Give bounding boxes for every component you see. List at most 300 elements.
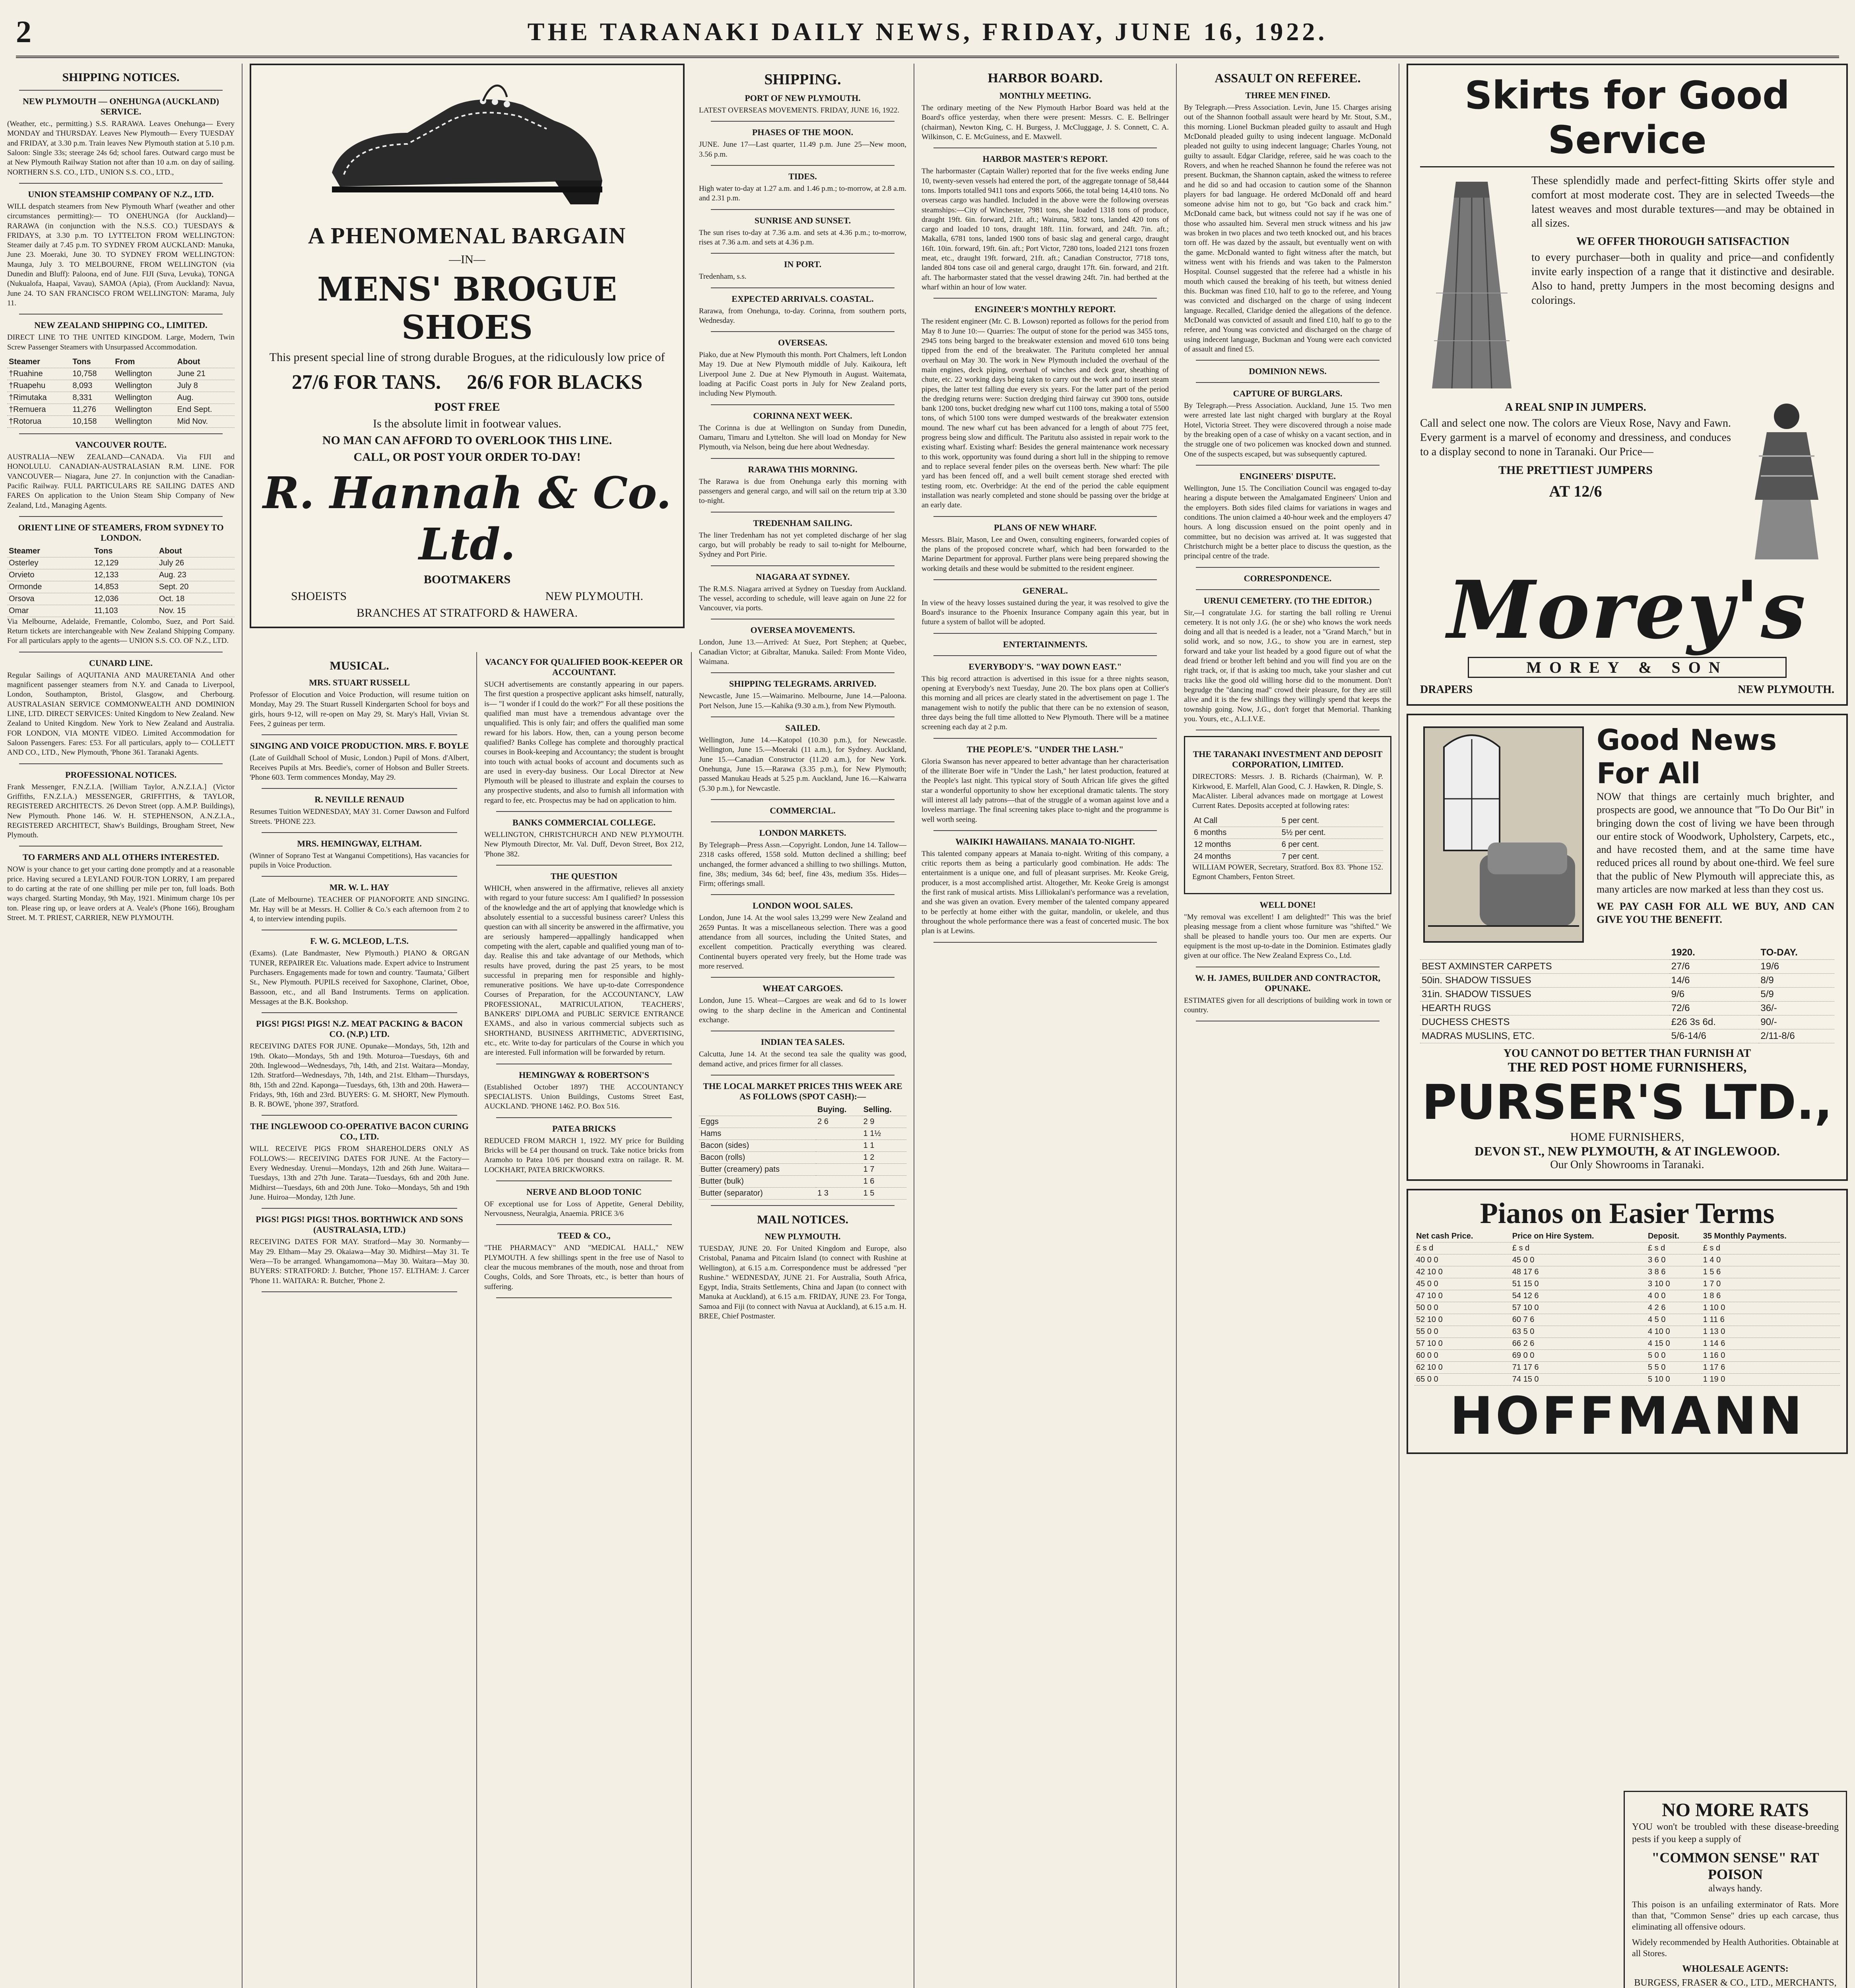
article-block xyxy=(699,723,906,800)
notice-text: NOW is your chance to get your carting done promptly and at a reasonable price. Having secured a LEYLAND FOUR-TON LORRY, I am prepared to do carting at the rate of one shilling per mile per ton, full loads. Both ways charged. Starting Monday, 9th May, 1921. Minimum charge 10s per ton. Please ring up, or leave orders at A. Veale's (Phone 166), Brougham Street. M. T. PRIEST, CARRIER, NEW PLYMOUTH. xyxy=(7,865,235,922)
table-cell: Nov. 15 xyxy=(157,605,235,617)
table-cell: 69 0 0 xyxy=(1511,1350,1646,1362)
rats-handy: always handy. xyxy=(1708,1883,1762,1894)
notice-title: PROFESSIONAL NOTICES. xyxy=(65,769,177,780)
pursers-ad xyxy=(1407,714,1848,1181)
table-cell: 4 5 0 xyxy=(1646,1314,1702,1326)
agents-text: BURGESS, FRASER & CO., LTD., MERCHANTS, xyxy=(1634,1977,1837,1988)
article-title: EXPECTED ARRIVALS. COASTAL. xyxy=(732,293,874,304)
article-text: Newcastle, June 15.—Waimarino. Melbourne, June 14.—Paloona. Port Nelson, June 15.—Kahika (9.30 a.m.), from New Plymouth. xyxy=(699,692,906,710)
table-cell xyxy=(816,1175,862,1187)
notice-block xyxy=(7,96,235,177)
table-cell: At Call xyxy=(1192,815,1280,827)
article-title: NIAGARA AT SYDNEY. xyxy=(755,571,850,582)
table-cell: Wellington xyxy=(113,415,175,427)
hoffmann-brand: HOFFMANN xyxy=(1449,1386,1805,1446)
piano-terms-table xyxy=(1415,1231,1840,1386)
article-text: Wellington, June 14.—Katopol (10.30 p.m.), for Newcastle. Wellington, June 15.—Moeraki (11 a.m.), for Sydney. Auckland, June 15.—Canadian Constructor (11.20 a.m.), for New York. Onehunga, June 15.—Rarawa (3.35 p.m.), for New Plymouth; passed Manukau Heads at 5.25 p.m. Auckland, June 16.—Kaiwarra (5.30 p.m.), for Newcastle. xyxy=(699,736,906,793)
article-text: Gloria Swanson has never appeared to better advantage than her characterisation of the illiterate Boer wife in "Under the Lash," her latest production, featured at the People's last night. This typical story of South African life gives the gifted star a wonderful opportunity to show her exceptional dramatic talents. The story will interest all lady patrons—that of the struggle of a woman against love and a loveless marriage. The final screening takes place to-night and the programme is well worth seeing. xyxy=(922,757,1169,824)
column-news xyxy=(1177,64,1399,1988)
furnishing-prices-table xyxy=(1420,946,1834,1043)
table-cell: 12,129 xyxy=(93,557,157,569)
ad-line: Is the absolute limit in footwear values. xyxy=(373,417,562,430)
table-cell: 74 15 0 xyxy=(1511,1374,1646,1386)
table-cell: 3 6 0 xyxy=(1646,1254,1702,1266)
table-row xyxy=(1192,815,1383,827)
article-title: VACANCY FOR QUALIFIED BOOK-KEEPER OR ACCOUNTANT. xyxy=(485,657,683,677)
table-row xyxy=(1415,1278,1840,1290)
notice-title: NEW ZEALAND SHIPPING CO., LIMITED. xyxy=(34,320,208,330)
notice-text: AUSTRALIA—NEW ZEALAND—CANADA. Via FIJI and HONOLULU. CANADIAN-AUSTRALASIAN R.M. LINE. FOR VANCOUVER— Niagara, June 27. In conjunction with the Canadian-Pacific Railway. FULL PARTICULARS RE SAILING DATES AND FARES On application to the Union Steam Ship Company of New Zealand, Ltd., Managing Agents. xyxy=(7,452,235,510)
page-number: 2 xyxy=(16,14,31,49)
article-title: ENGINEER'S MONTHLY REPORT. xyxy=(974,304,1116,315)
article-text: This big record attraction is advertised in this issue for a three nights season, opening at Everybody's next Tuesday, June 20. The box plans open at Collier's this morning and all prices are clearly stated in the advertisement on page 1. The management wish to notify the public that there can be no extension of season, three days being the full time allotted to New Plymouth. There will be a matinee screening each day at 2 p.m. xyxy=(922,674,1169,732)
article-title: SAILED. xyxy=(785,723,820,733)
article-block xyxy=(699,901,906,978)
article-block xyxy=(250,741,469,789)
article-text: JUNE. June 17—Last quarter, 11.49 p.m. June 25—New moon, 3.56 p.m. xyxy=(699,140,906,159)
brogue-shoe-ad xyxy=(250,64,685,628)
pianos-ad xyxy=(1407,1189,1848,1454)
newspaper-title: THE TARANAKI DAILY NEWS, FRIDAY, JUNE 16, 1922. xyxy=(527,17,1328,46)
table-cell: 8,093 xyxy=(71,380,113,392)
moreys-logo: Morey's xyxy=(1447,563,1807,657)
article-text: Professor of Elocution and Voice Production, will resume tuition on Monday, May 29. The Stuart Russell Kindergarten School for boys and girls, hours 9-12, will re-open on May 29, St. Mary's Hall, Vivian St. Fees, 2 guineas per term. xyxy=(250,691,469,728)
article-title: THREE MEN FINED. xyxy=(1245,90,1330,100)
rats-heading: NO MORE RATS xyxy=(1662,1800,1809,1821)
article-text: The resident engineer (Mr. C. B. Lowson) reported as follows for the period from May 8 to June 10:— Quarries: The output of stone for the period was 3455 tons, 2945 tons being barged to the breakwater extension and moved 610 tons being tipped from the end of the breakwater. The Paritutu completed her annual overhaul on May 30. The work in New Plymouth included the overhaul of the main engines, deck piping, overhaul of winches and deck gear, sheathing of chute, etc. 22 working days being taken to carry out the work and to insert steam pipes, the latter test falling due every six years. For the latter part of the period the dredging returns were: Suction dredging third fairway cut 3900 tons, outside bank 1200 tons, bucket dredging new wharf cut 1100 tons, making a total of 5500 tons, of which 5100 tons were dumped westwards of the breakwater extension mound. The new wharf cut has been advanced for a length of about 775 feet, progress being slow and difficult. The Paritutu also assisted in repair work to the existing wharf. Existing wharf: Besides the general maintenance work necessary to this work, opportunity was found during a short lull in the shipping to remove and to replace several fender piles on the overseas berth. New wharf: The pile yard has been fenced off, and a well built cement storage shed erected with testing room, etc. Overbridge: At the end of the period the cable equipment installation was nearly completed and stone should be passing over the bridge at an early date. xyxy=(922,317,1169,510)
produce-caption: THE LOCAL MARKET PRICES THIS WEEK ARE AS FOLLOWS (SPOT CASH):— xyxy=(703,1081,902,1101)
table-cell xyxy=(816,1151,862,1163)
article-block xyxy=(484,817,684,866)
article-title: ENGINEERS' DISPUTE. xyxy=(1239,471,1336,481)
article-text: By Telegraph—Press Assn.—Copyright. London, June 14. Tallow—2318 casks offered, 1558 sold. Mutton declined a shilling; beef unchanged, the former advanced a shilling to two shillings. Mutton, fine, 38s; medium, 34s 6d; beef, fine 43s, medium 35s. Hides—Firm; offerings small. xyxy=(699,841,906,888)
table-cell: 40 0 0 xyxy=(1415,1254,1511,1266)
branches: BRANCHES AT STRATFORD & HAWERA. xyxy=(356,606,578,619)
ad-description: This present special line of strong durable Brogues, at the ridiculously low price of xyxy=(269,351,665,364)
notice-text: Regular Sailings of AQUITANIA AND MAURETANIA And other magnificent passenger steamers from N.Y. and Canada to Liverpool, London, Southampton, Bristol, Glasgow, and Cherbourg. AUSTRALASIAN SERVICE COMMONWEALTH AND DOMINION LINE, LTD. DIRECT SERVICES: United Kingdom to New Zealand. New Zealand to United Kingdom. New York to New Zealand and Australia. FOR LONDON, VIA MONTE VIDEO. Limited Accommodation for Saloon Passengers. Fares: £53. For all particulars, apply to— COLLETT AND CO., LTD., New Plymouth, 'Phone 361. Taranaki Agents. xyxy=(7,671,235,757)
notice-title: CUNARD LINE. xyxy=(89,658,153,668)
table-header: Selling. xyxy=(862,1104,906,1116)
notice-title: TO FARMERS AND ALL OTHERS INTERESTED. xyxy=(22,852,219,862)
column-shipping xyxy=(692,64,914,1988)
table-cell: 42 10 0 xyxy=(1415,1266,1511,1278)
article-block xyxy=(484,1187,684,1225)
table-cell: Ormonde xyxy=(7,581,93,593)
article-title: MRS. HEMINGWAY, ELTHAM. xyxy=(297,838,422,848)
article-text: Rarawa, from Onehunga, to-day. Corinna, from southern ports, Wednesday. xyxy=(699,307,906,325)
article-block xyxy=(1184,388,1391,466)
article-title: THE PEOPLE'S. "UNDER THE LASH." xyxy=(966,744,1124,754)
article-block xyxy=(484,657,684,812)
article-title: WELL DONE! xyxy=(1259,900,1316,910)
investment-secretary: WILLIAM POWER, Secretary, Stratford. Box 83. 'Phone 152. Egmont Chambers, Fenton Street. xyxy=(1192,863,1383,881)
table-cell: 9/6 xyxy=(1670,988,1759,1002)
table-row xyxy=(1192,827,1383,839)
table-cell: 1 17 6 xyxy=(1702,1362,1840,1374)
produce-prices-table xyxy=(699,1104,906,1200)
article-title: RARAWA THIS MORNING. xyxy=(748,464,858,474)
table-cell: July 8 xyxy=(176,380,235,392)
jumper-price: AT 12/6 xyxy=(1549,482,1602,501)
ad-prices xyxy=(259,371,675,394)
table-cell: 11,276 xyxy=(71,404,113,415)
table-row xyxy=(1420,988,1834,1002)
rat-poison-product: "COMMON SENSE" RAT POISON xyxy=(1651,1850,1819,1883)
table-cell: 5 0 0 xyxy=(1646,1350,1702,1362)
moreys-town: NEW PLYMOUTH. xyxy=(1738,683,1834,696)
article-text: Messrs. Blair, Mason, Lee and Owen, consulting engineers, forwarded copies of the plans of the proposed concrete wharf, which had been forwarded to the Marine Department for approval. Further plans were being prepared showing the working details and these would be submitted to the resident engineer. xyxy=(922,535,1169,573)
article-title: MRS. STUART RUSSELL xyxy=(309,678,410,687)
article-text: Calcutta, June 14. At the second tea sale the quality was good, demand active, and prices firmer for all classes. xyxy=(699,1050,906,1068)
notice-block xyxy=(7,522,235,646)
nzsco-sailings-table xyxy=(7,356,235,428)
table-cell: 12 months xyxy=(1192,839,1280,850)
article-text: By Telegraph.—Press Association. Levin, June 15. Charges arising out of the Shannon football assault were heard by Mr. Stout, S.M., this morning. Lionel Buckman pleaded guilty to assault and Hugh McDonald pleaded guilty to using indecent language. McDonald pleaded not guilty to using indecent language; Charles Young, not guilty to assault. Edgar Claridge, referee, said he was coach to the Rovers, and when he reached Shannon he found the referee was not present. Buckman, the Shannon captain, asked the witness to referee and he did so and had occasion to caution some of the Shannon players for bad language. He ordered McDonald off and heard someone advise him not to go, but "Go back and crack him." McDonald came back, but witness could not say if he was one of those who assaulted him. Several men struck witness and his jaw was broken in two places and two teeth knocked out, and his braces torn off. He was dazed by the assault, but eventually went on with the game. McDonald wanted to fight witness after the match, but witness went with his friends and was taken to the Palmerston Hospital. Counsel suggested that the referee had a whistle in his mouth which caused the breaking of his teeth, but witness denied this. Buckman was fined £10, half to go to the referee, and Young was convicted and discharged on the charge of using indecent language. Recalled, Claridge denied the allegations of the defence. McDonald was convicted of assault and fined £10, half to go to the referee, and Young was convicted and discharged on the charge of using indecent language, Buckman and Young were each convicted of assault and fined £5. xyxy=(1184,103,1391,353)
column-harbor-board xyxy=(914,64,1177,1988)
article-block xyxy=(250,882,469,930)
table-cell: 27/6 xyxy=(1670,960,1759,974)
table-cell: 1 16 0 xyxy=(1702,1350,1840,1362)
table-cell: 2 6 xyxy=(816,1116,862,1128)
pursers-top xyxy=(1420,723,1834,946)
drapers-label: DRAPERS xyxy=(1420,683,1473,696)
table-row xyxy=(7,605,235,617)
article-title: PIGS! PIGS! PIGS! THOS. BORTHWICK AND SONS (AUSTRALASIA, LTD.) xyxy=(256,1214,463,1235)
table-cell: 62 10 0 xyxy=(1415,1362,1511,1374)
table-header: Steamer xyxy=(7,356,71,368)
article-title: PATEA BRICKS xyxy=(552,1123,616,1134)
table-cell: 45 0 0 xyxy=(1415,1278,1511,1290)
ad-in: —IN— xyxy=(449,253,485,266)
brogue-shoe-illustration xyxy=(316,73,618,216)
article-text: This talented company appears at Manaia to-night. Writing of this company, a critic reports them as being a particularly good combination. He adds: The entertainment is a unique one, and full of pleasant surprises. Mr. Keoke Greig, producer, is a most accomplished artist. Altogether, Mr. Keoke Greig is amongst the first rank of musical artists. Miss Lilliokalani's performance was a revelation, and she was given an ovation. Every member of the talented company appeared to be perfectly at home either with the guitar, mandolin, or ukelele, and thus throughout the whole performance there was a feast of concerted music. The box plan is at Lewins. xyxy=(922,849,1169,936)
table-header: Steamer xyxy=(7,546,93,557)
table-row xyxy=(699,1175,906,1187)
cannot-do-better: YOU CANNOT DO BETTER THAN FURNISH AT xyxy=(1503,1047,1751,1060)
article-text: By Telegraph.—Press Association. Auckland, June 15. Two men were arrested late last night charged with burglary at the Royal Hotel, Victoria Street. They were discovered through a noise made by the breaking open of a case of whisky on a vacant section, and in the struggle one of two policemen was knocked down and stunned. One of the suspects escaped, but was subsequently captured. xyxy=(1184,402,1391,458)
table-header: Tons xyxy=(71,356,113,368)
table-cell: 1 5 xyxy=(862,1187,906,1199)
table-cell: Orsova xyxy=(7,593,93,605)
notice-block xyxy=(7,320,235,428)
table-cell: End Sept. xyxy=(176,404,235,415)
table-cell: Butter (creamery) pats xyxy=(699,1163,816,1175)
ad-line: CALL, OR POST YOUR ORDER TO-DAY! xyxy=(353,450,581,464)
table-cell: Bacon (rolls) xyxy=(699,1151,816,1163)
table-cell: 5/6-14/6 xyxy=(1670,1029,1759,1043)
article-title: PIGS! PIGS! PIGS! N.Z. MEAT PACKING & BACON CO. (N.P.) LTD. xyxy=(256,1019,463,1039)
article-text: London, June 13.—Arrived: At Suez, Port Stephen; at Quebec, Canadian Victor; at Gibraltar, Manuka. Sailed: From Monte Video, Waimana. xyxy=(699,638,906,666)
table-cell: Mid Nov. xyxy=(176,415,235,427)
article-block xyxy=(922,304,1169,516)
table-cell: †Rotorua xyxy=(7,415,71,427)
article-text: Tredenham, s.s. xyxy=(699,272,747,281)
table-cell: 1 1½ xyxy=(862,1128,906,1140)
article-block xyxy=(699,625,906,673)
article-title: WAIKIKI HAWAIIANS. MANAIA TO-NIGHT. xyxy=(955,836,1135,846)
table-row xyxy=(1420,974,1834,988)
table-cell: Wellington xyxy=(113,368,175,380)
article-block xyxy=(1184,596,1391,731)
table-cell: DUCHESS CHESTS xyxy=(1420,1015,1670,1029)
table-cell: 1 11 6 xyxy=(1702,1314,1840,1326)
woman-jumper-illustration xyxy=(1739,396,1834,563)
article-text: (Established October 1897) THE ACCOUNTANCY SPECIALISTS. Union Buildings, Customs Street East, AUCKLAND. 'PHONE 1462. P.O. Box 516. xyxy=(484,1083,684,1111)
table-cell: 1 3 xyxy=(816,1187,862,1199)
article-block xyxy=(484,1231,684,1298)
article-block xyxy=(699,93,906,122)
table-cell: 12,036 xyxy=(93,593,157,605)
table-row xyxy=(1415,1326,1840,1338)
article-block xyxy=(699,215,906,254)
article-block xyxy=(250,1019,469,1116)
table-cell: 5½ per cent. xyxy=(1280,827,1383,839)
table-cell: 14,853 xyxy=(93,581,157,593)
table-cell: 36/- xyxy=(1759,1002,1834,1015)
table-cell: 7 per cent. xyxy=(1280,850,1383,862)
notice-text: WILL despatch steamers from New Plymouth Wharf (weather and other circumstances permitting):— TO ONEHUNGA (for Auckland)— RARAWA (in conjunction with the N.S.S. CO.) TUESDAYS & FRIDAYS, at 3.30 p.m. TO LYTTELTON FROM WELLINGTON: Steamer daily at 7.45 p.m. TO SYDNEY FROM AUCKLAND: Manuka, June 23. Moeraki, June 30. TO SYDNEY FROM WELLINGTON: Maunga, July 3. TO MELBOURNE, FROM WELLINGTON (via Dunedin and Bluff): Paloona, end of June. FIJI (Suva, Levuka), TONGA (Nukualofa, Haapai, Vavau), SAMOA (Apia), (From Auckland): Navua, June 24. TO SAN FRANCISCO FROM WELLINGTON: Marama, July 11. xyxy=(7,202,235,307)
skirt-illustration xyxy=(1420,174,1523,396)
table-row xyxy=(7,392,235,404)
table-header: TO-DAY. xyxy=(1759,946,1834,960)
article-text: London, June 14. At the wool sales 13,299 were New Zealand and 2659 Puntas. It was a miscellaneous selection. There was a good attendance from all sources, including the United States, and excellent competition. Practically everything was cleared. Continental buyers operated very freely, but the Home trade was more reserved. xyxy=(699,914,906,971)
table-cell: 1 8 6 xyxy=(1702,1290,1840,1302)
table-row xyxy=(1420,1002,1834,1015)
article-title: TREDENHAM SAILING. xyxy=(753,518,852,528)
table-row xyxy=(1415,1254,1840,1266)
table-cell xyxy=(816,1128,862,1140)
hannah-logo: R. Hannah & Co. Ltd. xyxy=(263,467,671,570)
skirts-body xyxy=(1420,174,1834,396)
table-cell: 8/9 xyxy=(1759,974,1834,988)
table-row xyxy=(1420,960,1834,974)
article-text: RECEIVING DATES FOR JUNE. Opunake—Mondays, 5th, 12th and 19th. Okato—Mondays, 5th and 19th. Moturoa—Tuesdays, 6th and 20th. Inglewood—Wednesdays, 7th, 14th, and 21st. Waitara—Monday, 12th. Stratford—Wednesdays, 7th, 14th, and 21st. Eltham—Thursdays, 8th, 15th and 22nd. Kaponga—Tuesdays, 6th, 13th and 20th. Hawera—Fridays, 9th, 16th and 23rd. BUYERS: G. M. SHORT, New Plymouth. B. R. BOWE, 'phone 397, Stratford. xyxy=(250,1042,469,1109)
table-cell: 60 0 0 xyxy=(1415,1350,1511,1362)
table-cell: †Rimutaka xyxy=(7,392,71,404)
table-row xyxy=(1415,1290,1840,1302)
article-block xyxy=(699,518,906,566)
article-block xyxy=(699,572,906,620)
table-cell: 1 7 0 xyxy=(1702,1278,1840,1290)
table-cell: 55 0 0 xyxy=(1415,1326,1511,1338)
table-header: Tons xyxy=(93,546,157,557)
article-block xyxy=(1184,471,1391,568)
article-block xyxy=(699,294,906,332)
article-block xyxy=(922,837,1169,943)
table-header: Buying. xyxy=(816,1104,862,1116)
rats-rec: Widely recommended by Health Authorities. Obtainable at all Stores. xyxy=(1632,1937,1839,1958)
article-block xyxy=(922,744,1169,831)
article-block xyxy=(1184,900,1391,967)
table-cell: 71 17 6 xyxy=(1511,1362,1646,1374)
article-text: ESTIMATES given for all descriptions of building work in town or country. xyxy=(1184,996,1391,1014)
table-row xyxy=(1192,850,1383,862)
table-cell: 5 10 0 xyxy=(1646,1374,1702,1386)
article-title: LONDON MARKETS. xyxy=(759,827,846,838)
table-cell: 52 10 0 xyxy=(1415,1314,1511,1326)
morey-and-son: MOREY & SON xyxy=(1468,657,1787,678)
pursers-only: Our Only Showrooms in Taranaki. xyxy=(1550,1159,1704,1171)
table-cell: 90/- xyxy=(1759,1015,1834,1029)
table-cell: 14/6 xyxy=(1670,974,1759,988)
guarantee-text: to every purchaser—both in quality and price—and confidently invite early inspection of a range that it distinctive and desirable. Also to hand, pretty Jumpers in the most becoming designs and colorings. xyxy=(1531,251,1834,307)
article-title: GENERAL. xyxy=(1022,585,1068,596)
article-block xyxy=(699,171,906,210)
table-cell xyxy=(816,1163,862,1175)
article-title: F. W. G. MCLEOD, L.T.S. xyxy=(310,936,409,946)
table-header: 1920. xyxy=(1670,946,1759,960)
article-text: "My removal was excellent! I am delighted!" This was the brief pleasing message from a client whose furniture was "shifted." We shall be pleased to handle yours too. Our men are experts. Our equipment is the most up-to-date in the Dominion. Estimates gladly given at our office. The New Zealand Express Co., Ltd. xyxy=(1184,913,1391,960)
article-text: London, June 15. Wheat—Cargoes are weak and 6d to 1s lower owing to the sharp decline in the American and Continental exchange. xyxy=(699,996,906,1024)
post-free: POST FREE xyxy=(434,400,500,414)
table-cell: Omar xyxy=(7,605,93,617)
article-block xyxy=(250,794,469,833)
table-row xyxy=(1420,1029,1834,1043)
table-cell: 1 1 xyxy=(862,1140,906,1151)
article-block xyxy=(922,91,1169,148)
section-heading: MUSICAL. xyxy=(330,659,389,672)
article-text: The sun rises to-day at 7.36 a.m. and sets at 4.36 p.m.; to-morrow, rises at 7.36 a.m. and sets at 4.36 p.m. xyxy=(699,228,906,247)
table-cell: Aug. 23 xyxy=(157,569,235,581)
table-cell: 6 per cent. xyxy=(1280,839,1383,850)
table-cell: 10,758 xyxy=(71,368,113,380)
notice-block xyxy=(7,658,235,758)
bootmakers-label: BOOTMAKERS xyxy=(423,573,511,586)
article-text: High water to-day at 1.27 a.m. and 1.46 p.m.; to-morrow, at 2.8 a.m. and 2.31 p.m. xyxy=(699,184,906,203)
snip-heading: A REAL SNIP IN JUMPERS. xyxy=(1505,401,1646,414)
table-header: From xyxy=(113,356,175,368)
table-row xyxy=(699,1140,906,1151)
table-cell: June 21 xyxy=(176,368,235,380)
table-cell: 45 0 0 xyxy=(1511,1254,1646,1266)
good-news-heading: Good News For All xyxy=(1597,723,1777,790)
table-cell: 47 10 0 xyxy=(1415,1290,1511,1302)
table-cell: 1 7 xyxy=(862,1163,906,1175)
article-title: R. NEVILLE RENAUD xyxy=(314,794,404,805)
table-row xyxy=(1415,1242,1840,1254)
article-block xyxy=(1184,973,1391,1022)
table-row xyxy=(7,569,235,581)
table-cell: 51 15 0 xyxy=(1511,1278,1646,1290)
table-cell: 50 0 0 xyxy=(1415,1302,1511,1314)
table-header: 35 Monthly Payments. xyxy=(1702,1231,1840,1242)
article-title: SHIPPING TELEGRAMS. ARRIVED. xyxy=(729,679,876,689)
article-text: WHICH, when answered in the affirmative, relieves all anxiety with regard to your future success: Am I qualified? In possession of the knowledge and the art of applying that knowledge which is absolutely essential to a successful business career? Unless this question can with all sincerity be answered in the affirmative, you are seriously hampered—appallingly handicapped when competing with the alert, capable and qualified young man of to-day. Realise this and take advantage of our Methods, which results have proved, during the past 25 years, to be most successful in preparing men for responsible and highly-remunerative positions. We have up-to-date Correspondence Courses of Preparation, for the ACCOUNTANCY, LAW PROFESSIONAL, MATRICULATION, TEACHERS', BANKERS' DIPLOMA and PUBLIC SERVICE ENTRANCE EXAMS., and also in various commercial subjects such as SHORTHAND, BUSINESS ARITHMETIC, ADVERTISING, etc., etc. Write to-day for particulars of the Course in which you are interested. Full information will be forwarded by return. xyxy=(484,884,684,1057)
table-cell: 57 10 0 xyxy=(1511,1302,1646,1314)
article-text: Resumes Tuition WEDNESDAY, MAY 31. Corner Dawson and Fulford Streets. 'PHONE 223. xyxy=(250,808,469,826)
price-tans: 27/6 FOR TANS. xyxy=(291,371,441,394)
article-text: RECEIVING DATES FOR MAY. Stratford—May 30. Normanby—May 29. Eltham—May 29. Okaiawa—May 30. Midhirst—May 31. Te Wera—To be arranged. Whangamomona—May 30. Waitara—May 30. BUYERS: STRATFORD: J. Butcher, 'Phone 157. ELTHAM: J. Carcer 'Phone 11. WAITARA: R. Butcher, 'Phone 2. xyxy=(250,1238,469,1285)
table-cell: 2/11-8/6 xyxy=(1759,1029,1834,1043)
table-header: About xyxy=(176,356,235,368)
table-cell: Eggs xyxy=(699,1116,816,1128)
article-text: The harbormaster (Captain Waller) reported that for the five weeks ending June 10, twenty-seven vessels had entered the port, of the aggregate tonnage of 58,444 tons. Imports totalled 9411 tons and exports 5066, the total being 14,410 tons. No overseas cargo was handled. Included in the above were the following overseas steamships:—City of Winchester, 7981 tons, she loaded 1318 tons of produce, draught 19ft. 6in. forward, 21ft. aft.; Wairuna, 5832 tons, landed 420 tons of cargo and loaded 10 tons, draught 18ft. 11in. forward, and 24ft. 7in. aft.; Makalla, 6781 tons, landed 1900 tons of basic slag and general cargo, draught 16ft. 10in. forward, 19ft. 6in. aft.; Port Victor, 7280 tons, loaded 2121 tons frozen meat, etc., draught 19ft. forward, 21ft. aft.; Canadian Constructor, 7718 tons, landed 804 tons case oil and general cargo, draught 17ft. 6in. forward, and 21ft. aft. The harbormaster stated that the vessel drawing 24ft. 7in. had berthed at the wharf within an hour of low water. xyxy=(922,167,1169,291)
article-title: MR. W. L. HAY xyxy=(329,882,390,893)
table-cell: 54 12 6 xyxy=(1511,1290,1646,1302)
masthead xyxy=(16,8,1839,58)
mail-heading: MAIL NOTICES. xyxy=(757,1213,849,1226)
table-header xyxy=(1420,946,1670,960)
pursers-address: DEVON ST., NEW PLYMOUTH, & AT INGLEWOOD. xyxy=(1475,1144,1780,1158)
table-row xyxy=(1415,1362,1840,1374)
article-block xyxy=(250,839,469,877)
notice-block xyxy=(7,852,235,923)
table-cell: Hams xyxy=(699,1128,816,1140)
article-text: The liner Tredenham has not yet completed discharge of her slag cargo, but will probably be ready to sail to-night for Melbourne, Sydney and Port Pirie. xyxy=(699,531,906,559)
table-header: About xyxy=(157,546,235,557)
table-cell: 57 10 0 xyxy=(1415,1338,1511,1350)
table-row xyxy=(1192,839,1383,850)
article-text: The ordinary meeting of the New Plymouth Harbor Board was held at the Board's office yesterday, when there were present: Messrs. C. E. Bellringer (chairman), Newton King, C. H. Burgess, J. McCluggage, J. S. Connett, C. A. Wilkinson, C. E. McGuiness, and E. Maxwell. xyxy=(922,104,1169,141)
ad-footer xyxy=(259,590,675,603)
article-title: TEED & CO., xyxy=(557,1231,611,1241)
table-cell: Wellington xyxy=(113,392,175,404)
notice-text: Via Melbourne, Adelaide, Fremantle, Colombo, Suez, and Port Said. Return tickets are interchangeable with New Zealand Shipping Company. For all particulars apply to the agents— UNION S.S. CO. OF N.Z., LTD. xyxy=(7,617,235,645)
article-block xyxy=(484,1124,684,1181)
table-cell: 5 per cent. xyxy=(1280,815,1383,827)
table-row xyxy=(1415,1338,1840,1350)
notice-block xyxy=(7,189,235,308)
table-cell: 63 5 0 xyxy=(1511,1326,1646,1338)
skirts-headline: Skirts for Good Service xyxy=(1420,73,1834,167)
table-cell: Oct. 18 xyxy=(157,593,235,605)
table-header: Price on Hire System. xyxy=(1511,1231,1646,1242)
table-cell: 50in. SHADOW TISSUES xyxy=(1420,974,1670,988)
article-title: MONTHLY MEETING. xyxy=(999,91,1091,101)
table-cell: 6 months xyxy=(1192,827,1280,839)
table-row xyxy=(7,415,235,427)
article-block xyxy=(922,522,1169,580)
table-row xyxy=(7,557,235,569)
table-cell: 66 2 6 xyxy=(1511,1338,1646,1350)
article-title: IN PORT. xyxy=(784,259,822,270)
table-cell: 31in. SHADOW TISSUES xyxy=(1420,988,1670,1002)
article-text: REDUCED FROM MARCH 1, 1922. MY price for Building Bricks will be £4 per thousand on truck. Take notice bricks from Aramoho to Patea 10/6 per thousand extra on railage. R. M. LOCKHART, PATEA BRICKWORKS. xyxy=(484,1136,684,1174)
table-row xyxy=(7,593,235,605)
deposit-rates-table xyxy=(1192,815,1383,863)
table-header: Net cash Price. xyxy=(1415,1231,1511,1242)
article-title: HEMINGWAY & ROBERTSON'S xyxy=(519,1070,649,1080)
table-header: Deposit. xyxy=(1646,1231,1702,1242)
price-blacks: 26/6 FOR BLACKS xyxy=(467,371,643,394)
mail-text: TUESDAY, JUNE 20. For United Kingdom and Europe, also Cristobal, Panama and Pitcairn Island (to connect with Rushine at Wellington), at 6.15 a.m. Correspondence must be addressed "per Rushine." WEDNESDAY, JUNE 21. For Australia, South Africa, Egypt, India, Straits Settlements, China and Japan (to connect with Manuka at Auckland), at 6.15 a.m. FRIDAY, JUNE 23. For Tonga, Samoa and Fiji (to connect with Navua at Auckland), at 6.15 a.m. H. BREE, Chief Postmaster. xyxy=(699,1244,906,1321)
article-block xyxy=(922,586,1169,634)
jumpers-section xyxy=(1420,396,1834,563)
article-title: LONDON WOOL SALES. xyxy=(752,901,853,911)
article-block xyxy=(250,1121,469,1209)
table-cell: 1 2 xyxy=(862,1151,906,1163)
ad-headline: A PHENOMENAL BARGAIN xyxy=(308,223,627,248)
article-text: Wellington, June 15. The Conciliation Council was engaged to-day hearing a dispute between the Amalgamated Engineers' Union and the employers. Both sides filed claims for variations in wages and conditions. The union claimed a 40-hour week and the employers 47 hours. A long discussion ensued on the point openly and in committee, but no decision was arrived at. It was suggested that Christchurch might be a better place to discuss the question, as the principal centre of the trade. xyxy=(1184,484,1391,561)
table-cell: Osterley xyxy=(7,557,93,569)
section-heading: SHIPPING. xyxy=(764,71,841,88)
red-post: THE RED POST HOME FURNISHERS, xyxy=(1508,1060,1747,1075)
column-musical xyxy=(243,652,477,1988)
article-block xyxy=(699,983,906,1031)
article-title: OVERSEA MOVEMENTS. xyxy=(750,625,855,635)
article-block xyxy=(922,639,1169,656)
article-text: The R.M.S. Niagara arrived at Sydney on Tuesday from Auckland. The vessel, according to schedule, will leave again on June 22 for Vancouver, via ports. xyxy=(699,584,906,613)
shoe-advertisement-area xyxy=(243,64,692,648)
table-row xyxy=(7,368,235,380)
article-text: (Late of Melbourne). TEACHER OF PIANOFORTE AND SINGING. Mr. Hay will be at Messrs. H. Collier & Co.'s each afternoon from 2 to 4, to interview intending pupils. xyxy=(250,895,469,924)
pianos-heading: Pianos on Easier Terms xyxy=(1480,1197,1775,1230)
article-title: THE INGLEWOOD CO-OPERATIVE BACON CURING CO., LTD. xyxy=(250,1121,469,1142)
table-cell: 2 9 xyxy=(862,1116,906,1128)
article-title: SINGING AND VOICE PRODUCTION. MRS. F. BOYLE xyxy=(250,741,469,751)
table-cell: 11,103 xyxy=(93,605,157,617)
